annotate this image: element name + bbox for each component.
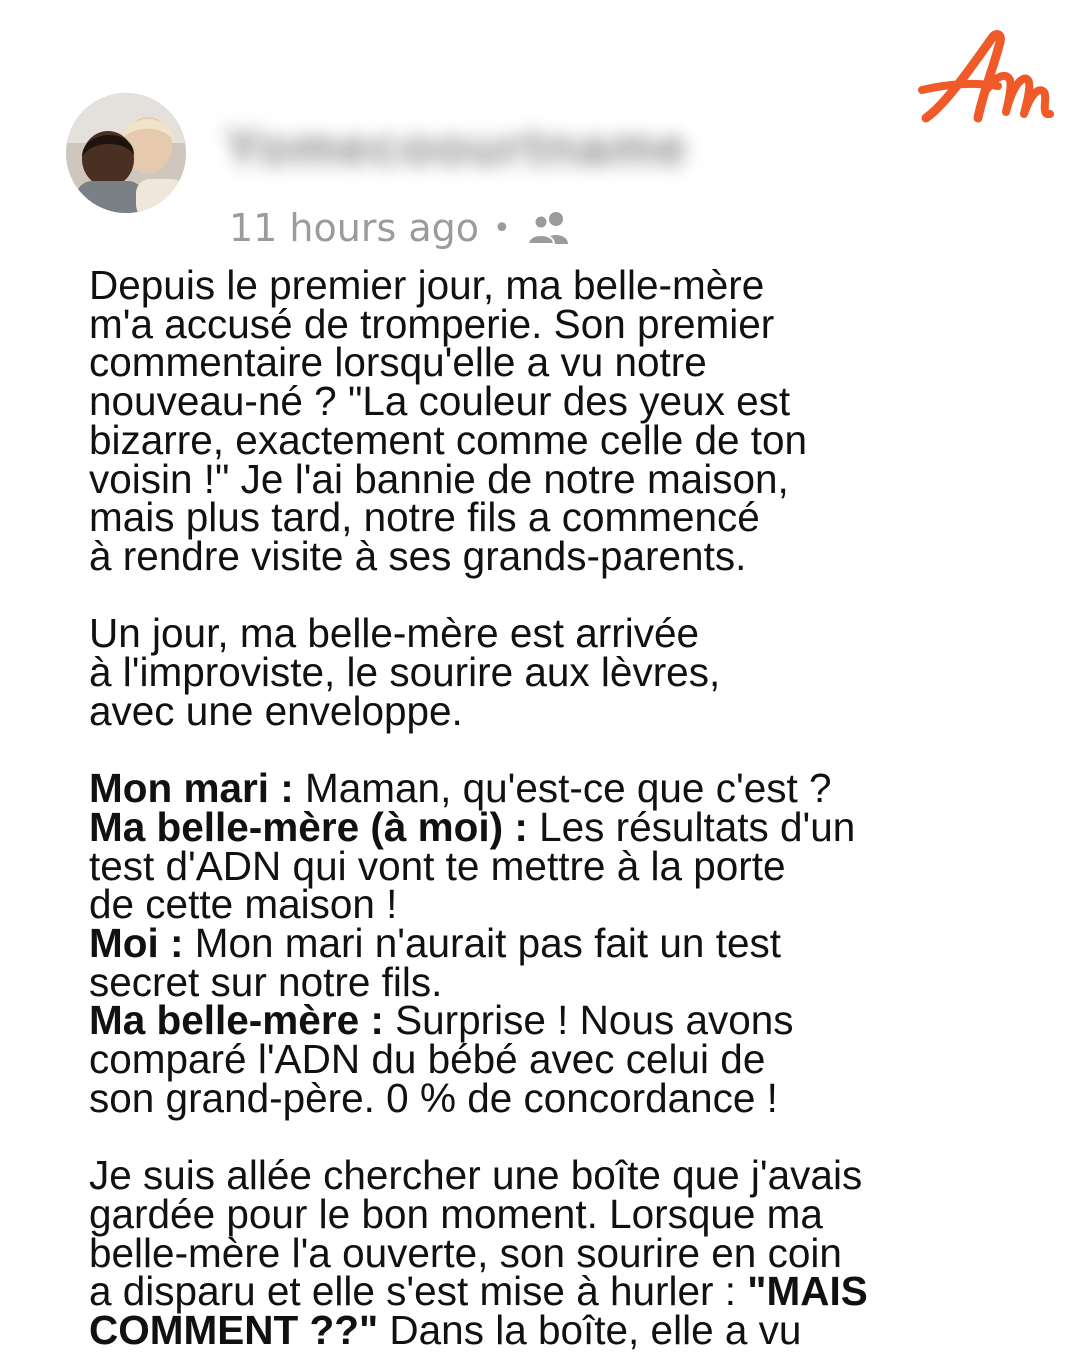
text-line: Un jour, ma belle-mère est arrivée <box>89 610 699 657</box>
paragraph-gap <box>89 576 989 615</box>
brand-logo-mark <box>912 26 1054 136</box>
emphasis-text: "MAIS <box>747 1268 868 1315</box>
paragraph-gap <box>89 1117 989 1156</box>
dialogue-text: test d'ADN qui vont te mettre à la porte <box>89 842 786 889</box>
dialogue <box>89 765 989 1121</box>
post-body <box>89 262 989 1353</box>
text-line: mais plus tard, notre fils a commencé <box>89 494 760 541</box>
dialogue-text: Maman, qu'est-ce que c'est ? <box>293 765 832 812</box>
paragraph-4 <box>89 1152 989 1353</box>
text-line: m'a accusé de tromperie. Son premier <box>89 300 775 347</box>
dialogue-text: Mon mari n'aurait pas fait un test <box>183 919 781 966</box>
post-meta <box>229 203 573 253</box>
text-line: bizarre, exactement comme celle de ton <box>89 416 808 463</box>
username[interactable]: Yomecoourtname <box>225 119 689 177</box>
text-line: gardée pour le bon moment. Lorsque ma <box>89 1190 823 1237</box>
dialogue-text: comparé l'ADN du bébé avec celui de <box>89 1036 766 1083</box>
paragraph-gap <box>89 730 989 769</box>
text-line: avec une enveloppe. <box>89 687 463 734</box>
text-line: Depuis le premier jour, ma belle-mère <box>89 262 765 308</box>
paragraph-2 <box>89 610 989 734</box>
text-line: a disparu et elle s'est mise à hurler : <box>89 1268 748 1315</box>
text-line: à l'improviste, le sourire aux lèvres, <box>89 649 721 696</box>
paragraph-1 <box>89 262 989 579</box>
timestamp[interactable]: 11 hours ago <box>229 206 480 250</box>
text-line: Dans la boîte, elle a vu <box>378 1306 802 1353</box>
dialogue-text: secret sur notre fils. <box>89 958 443 1005</box>
brand-logo <box>912 26 1054 136</box>
avatar-photo <box>66 93 186 213</box>
text-line: belle-mère l'a ouverte, son sourire en coin <box>89 1229 842 1276</box>
speaker-label: Ma belle-mère : <box>89 997 384 1044</box>
text-line: commentaire lorsqu'elle a vu notre <box>89 339 707 386</box>
dialogue-text: Les résultats d'un <box>527 803 856 850</box>
dialogue-text: son grand-père. 0 % de concordance ! <box>89 1074 778 1121</box>
dialogue-text: de cette maison ! <box>89 881 398 928</box>
speaker-label: Moi : <box>89 919 184 966</box>
text-line: Je suis allée chercher une boîte que j'avais <box>89 1152 863 1199</box>
speaker-label: Mon mari : <box>89 765 294 812</box>
text-line: voisin !" Je l'ai bannie de notre maison, <box>89 455 789 502</box>
text-line: à rendre visite à ses grands-parents. <box>89 532 747 579</box>
speaker-label: Ma belle-mère (à moi) : <box>89 803 528 850</box>
text-line: nouveau-né ? "La couleur des yeux est <box>89 378 791 425</box>
meta-separator: • <box>493 210 511 246</box>
dialogue-text: Surprise ! Nous avons <box>383 997 794 1044</box>
emphasis-text: COMMENT ??" <box>89 1306 379 1353</box>
avatar[interactable] <box>66 93 186 213</box>
friends-icon[interactable] <box>525 210 573 246</box>
